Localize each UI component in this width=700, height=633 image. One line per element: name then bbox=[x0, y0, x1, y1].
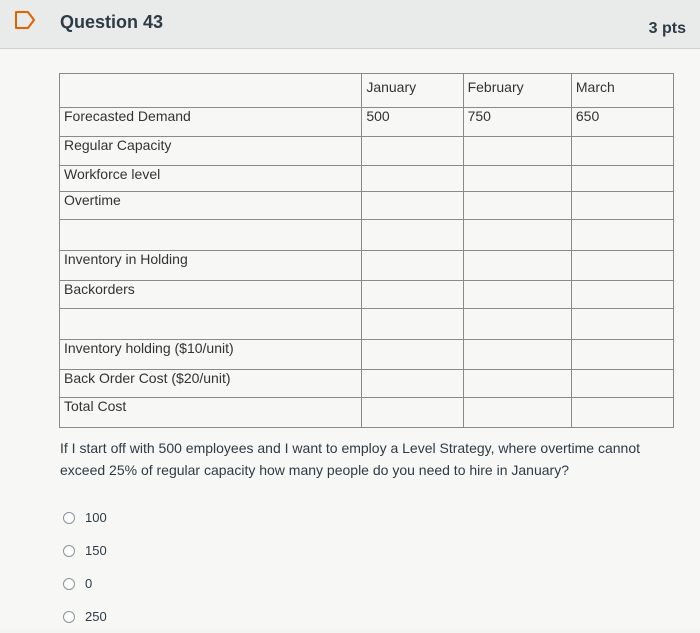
row-label: Workforce level bbox=[60, 166, 362, 192]
table-cell bbox=[571, 308, 673, 339]
table-cell bbox=[362, 251, 463, 280]
table-cell bbox=[362, 280, 463, 308]
table-cell bbox=[463, 397, 571, 427]
table-row bbox=[60, 251, 674, 280]
table-cell bbox=[362, 369, 463, 397]
table-cell bbox=[463, 308, 571, 339]
question-points: 3 pts bbox=[648, 20, 686, 37]
table-cell: 500 bbox=[362, 108, 463, 137]
table-row bbox=[60, 339, 674, 369]
question-title: Question 43 bbox=[60, 12, 164, 32]
table-header-cell: January bbox=[362, 74, 463, 108]
table-cell bbox=[571, 137, 673, 166]
table-row bbox=[60, 369, 674, 397]
table-cell bbox=[362, 220, 463, 251]
table-cell: 650 bbox=[571, 108, 673, 137]
table-row bbox=[60, 137, 674, 166]
table-cell bbox=[571, 166, 673, 192]
table-cell: 750 bbox=[463, 108, 571, 137]
answer-label: 250 bbox=[85, 609, 107, 624]
question-header bbox=[0, 0, 700, 49]
table-row bbox=[60, 192, 674, 220]
table-cell bbox=[362, 308, 463, 339]
table-cell bbox=[362, 192, 463, 220]
table-header-cell: February bbox=[463, 74, 571, 108]
table-header-cell: March bbox=[571, 74, 673, 108]
answer-label: 0 bbox=[85, 576, 93, 591]
table-cell bbox=[463, 251, 571, 280]
row-label bbox=[60, 308, 362, 339]
radio-button-icon[interactable] bbox=[63, 578, 75, 590]
table-row bbox=[60, 166, 674, 192]
table-row bbox=[60, 108, 674, 137]
table-cell bbox=[571, 192, 673, 220]
question-body bbox=[0, 49, 700, 629]
table-cell bbox=[362, 166, 463, 192]
table-row bbox=[60, 220, 674, 251]
row-label: Inventory holding ($10/unit) bbox=[60, 339, 362, 369]
radio-button-icon[interactable] bbox=[63, 512, 75, 524]
table-cell bbox=[362, 339, 463, 369]
table-row bbox=[60, 308, 674, 339]
table-cell bbox=[463, 220, 571, 251]
table-cell bbox=[571, 280, 673, 308]
row-label: Inventory in Holding bbox=[60, 251, 362, 280]
row-label: Forecasted Demand bbox=[60, 108, 362, 137]
row-label: Backorders bbox=[60, 280, 362, 308]
answer-label: 150 bbox=[85, 543, 107, 558]
row-label bbox=[60, 220, 362, 251]
aggregate-planning-table bbox=[59, 73, 674, 428]
table-header-cell bbox=[60, 74, 362, 108]
table-cell bbox=[463, 369, 571, 397]
radio-button-icon[interactable] bbox=[63, 611, 75, 623]
table-cell bbox=[571, 339, 673, 369]
table-row bbox=[60, 280, 674, 308]
row-label: Regular Capacity bbox=[60, 137, 362, 166]
radio-button-icon[interactable] bbox=[63, 545, 75, 557]
bookmark-flag-icon[interactable] bbox=[14, 10, 36, 30]
row-label: Total Cost bbox=[60, 397, 362, 427]
answer-option[interactable] bbox=[63, 501, 107, 534]
table-cell bbox=[463, 280, 571, 308]
table-cell bbox=[463, 137, 571, 166]
answer-option[interactable] bbox=[63, 534, 107, 567]
table-cell bbox=[362, 137, 463, 166]
table-cell bbox=[463, 166, 571, 192]
answer-label: 100 bbox=[85, 510, 107, 525]
answer-option[interactable] bbox=[63, 567, 107, 600]
table-cell bbox=[463, 192, 571, 220]
table-cell bbox=[571, 397, 673, 427]
row-label: Back Order Cost ($20/unit) bbox=[60, 369, 362, 397]
answer-options bbox=[63, 501, 107, 633]
table-cell bbox=[463, 339, 571, 369]
row-label: Overtime bbox=[60, 192, 362, 220]
table-cell bbox=[571, 220, 673, 251]
table-cell bbox=[571, 369, 673, 397]
table-cell bbox=[571, 251, 673, 280]
table-row bbox=[60, 397, 674, 427]
answer-option[interactable] bbox=[63, 600, 107, 633]
question-text: If I start off with 500 employees and I want to employ a Level Strategy, where overtime cannot exceed 25% of regular capacity how many people do you need to hire in January? bbox=[60, 440, 641, 478]
table-cell bbox=[362, 397, 463, 427]
table-header-row bbox=[60, 74, 674, 108]
